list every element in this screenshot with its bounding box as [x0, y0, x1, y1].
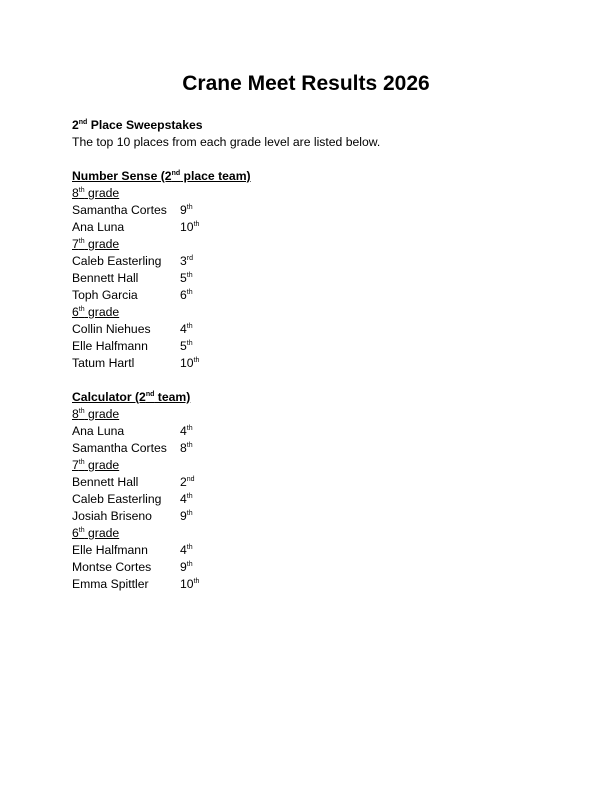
- grade-heading: [72, 236, 542, 253]
- placement: [180, 491, 193, 508]
- sweepstakes-description: The top 10 places from each grade level are listed below.: [72, 135, 381, 149]
- result-row: [72, 253, 542, 270]
- result-row: [72, 321, 542, 338]
- student-name: Bennett Hall: [72, 475, 139, 489]
- result-row: [72, 423, 542, 440]
- student-name: Elle Halfmann: [72, 339, 148, 353]
- placement-suffix: rd: [186, 255, 194, 262]
- section-heading: [72, 168, 542, 185]
- student-name: Caleb Easterling: [72, 254, 162, 268]
- placement: [180, 338, 193, 355]
- grade-number: 7: [72, 237, 79, 251]
- placement-suffix: th: [186, 272, 193, 279]
- result-row: [72, 270, 542, 287]
- placement-number: 3: [180, 254, 187, 268]
- result-row: [72, 491, 542, 508]
- placement-number: 9: [180, 509, 187, 523]
- grade-heading: [72, 457, 542, 474]
- student-name: Ana Luna: [72, 424, 125, 438]
- placement-number: 5: [180, 339, 187, 353]
- placement-number: 4: [180, 424, 187, 438]
- placement-number: 4: [180, 492, 187, 506]
- grade-suffix: th: [78, 408, 85, 415]
- placement: [180, 508, 193, 525]
- section-heading-suffix: nd: [171, 170, 181, 177]
- placement-number: 10: [180, 577, 194, 591]
- placement-suffix: th: [193, 578, 200, 585]
- student-name: Samantha Cortes: [72, 203, 167, 217]
- section-heading-text: Calculator (2: [72, 390, 146, 404]
- grade-suffix: th: [78, 527, 85, 534]
- grade-number: 7: [72, 458, 79, 472]
- placement-number: 5: [180, 271, 187, 285]
- grade-label: grade: [84, 526, 120, 540]
- student-name: Samantha Cortes: [72, 441, 167, 455]
- sweepstakes-heading: [72, 117, 542, 134]
- placement-suffix: th: [186, 442, 193, 449]
- result-row: [72, 440, 542, 457]
- grade-heading: [72, 525, 542, 542]
- grade-label: grade: [84, 186, 120, 200]
- grade-label: grade: [84, 458, 120, 472]
- placement-suffix: nd: [186, 476, 195, 483]
- section-heading: [72, 389, 542, 406]
- placement-number: 10: [180, 220, 194, 234]
- placement: [180, 253, 193, 270]
- result-row: [72, 355, 542, 372]
- result-row: [72, 559, 542, 576]
- placement-suffix: th: [193, 357, 200, 364]
- placement-suffix: th: [186, 340, 193, 347]
- placement: [180, 474, 195, 491]
- sweepstakes-place-number: 2: [72, 118, 79, 132]
- grade-number: 8: [72, 186, 79, 200]
- placement-number: 4: [180, 322, 187, 336]
- grade-number: 6: [72, 305, 79, 319]
- placement-suffix: th: [186, 289, 193, 296]
- grade-label: grade: [84, 237, 120, 251]
- student-name: Collin Niehues: [72, 322, 151, 336]
- student-name: Ana Luna: [72, 220, 125, 234]
- result-row: [72, 576, 542, 593]
- placement-suffix: th: [186, 544, 193, 551]
- student-name: Elle Halfmann: [72, 543, 148, 557]
- document-body: [72, 117, 542, 593]
- result-row: [72, 219, 542, 236]
- grade-heading: [72, 185, 542, 202]
- placement-suffix: th: [193, 221, 200, 228]
- grade-label: grade: [84, 305, 120, 319]
- placement-number: 8: [180, 441, 187, 455]
- grade-suffix: th: [78, 238, 85, 245]
- placement: [180, 321, 193, 338]
- student-name: Emma Spittler: [72, 577, 149, 591]
- grade-label: grade: [84, 407, 120, 421]
- placement-suffix: th: [186, 510, 193, 517]
- result-row: [72, 202, 542, 219]
- result-row: [72, 542, 542, 559]
- section-heading-text: Number Sense (2: [72, 169, 172, 183]
- grade-heading: [72, 406, 542, 423]
- student-name: Josiah Briseno: [72, 509, 152, 523]
- placement-suffix: th: [186, 204, 193, 211]
- spacer: [72, 151, 542, 168]
- placement-suffix: th: [186, 561, 193, 568]
- placement: [180, 559, 193, 576]
- section-heading-suffix: nd: [145, 391, 155, 398]
- document-title: Crane Meet Results 2026: [182, 72, 430, 95]
- sweepstakes-place-suffix: nd: [78, 119, 88, 126]
- placement: [180, 542, 193, 559]
- placement: [180, 287, 193, 304]
- results-sections: [72, 168, 542, 593]
- placement: [180, 219, 199, 236]
- sweepstakes-heading-text: Place Sweepstakes: [87, 118, 203, 132]
- placement: [180, 355, 199, 372]
- grade-suffix: th: [78, 459, 85, 466]
- placement-number: 10: [180, 356, 194, 370]
- placement-number: 2: [180, 475, 187, 489]
- grade-heading: [72, 304, 542, 321]
- grade-suffix: th: [78, 187, 85, 194]
- grade-number: 6: [72, 526, 79, 540]
- placement: [180, 440, 193, 457]
- grade-suffix: th: [78, 306, 85, 313]
- student-name: Tatum Hartl: [72, 356, 135, 370]
- student-name: Bennett Hall: [72, 271, 139, 285]
- student-name: Montse Cortes: [72, 560, 152, 574]
- section-heading-text: place team): [180, 169, 251, 183]
- result-row: [72, 508, 542, 525]
- result-row: [72, 287, 542, 304]
- spacer: [72, 372, 542, 389]
- placement-suffix: th: [186, 493, 193, 500]
- student-name: Toph Garcia: [72, 288, 138, 302]
- placement-number: 4: [180, 543, 187, 557]
- section-heading-text: team): [154, 390, 191, 404]
- placement-number: 6: [180, 288, 187, 302]
- placement-suffix: th: [186, 425, 193, 432]
- placement: [180, 576, 199, 593]
- grade-number: 8: [72, 407, 79, 421]
- placement-number: 9: [180, 560, 187, 574]
- placement: [180, 270, 193, 287]
- placement: [180, 202, 193, 219]
- placement: [180, 423, 193, 440]
- placement-number: 9: [180, 203, 187, 217]
- result-row: [72, 338, 542, 355]
- result-row: [72, 474, 542, 491]
- student-name: Caleb Easterling: [72, 492, 162, 506]
- placement-suffix: th: [186, 323, 193, 330]
